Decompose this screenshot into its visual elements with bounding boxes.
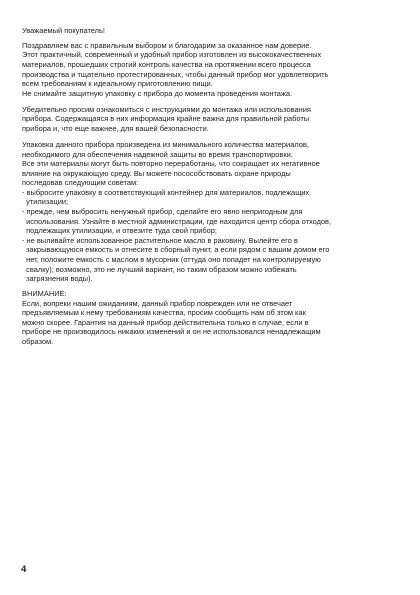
packaging-line: подлежащих утилизации, и отвезите туда свой прибор; [22, 226, 217, 236]
greeting: Уважаемый покупатель! [22, 26, 105, 35]
greeting-paragraph [22, 26, 402, 36]
intro-line: Поздравляем вас с правильным выбором и благодарим за оказанное нам доверие. [22, 40, 312, 50]
warning-line: можно скорее. Гарантия на данный прибор действительна только в случае, если в [22, 317, 309, 327]
intro-line: Не снимайте защитную упаковку с прибора до момента проведения монтажа. [22, 88, 293, 98]
page-content [22, 26, 402, 347]
packaging-line: закрывающуюся емкость и отнесите в сборный пункт, а если рядом с вашим домом его [22, 245, 330, 255]
intro-line: производства и тщательно протестированных, чтобы данный прибор мог удовлетворить [22, 69, 329, 79]
intro-line: всем требованиям к идеальному приготовлению пищи. [22, 79, 213, 89]
packaging-line: свалку); возможно, это не лучший вариант, но таким образом можно избежать [22, 264, 297, 274]
packaging-line: Все эти материалы могут быть повторно переработаны, что сокращает их негативное [22, 159, 320, 169]
packaging-line: - не выливайте использованное растительное масло в раковину. Вылейте его в [22, 235, 298, 245]
warning-line: предъявляемым к нему требованиям качества, просим сообщить нам об этом как [22, 308, 306, 318]
page-number: 4 [21, 564, 27, 575]
warning-heading: ВНИМАНИЕ: [22, 289, 67, 298]
intro-paragraph [22, 41, 402, 99]
warning-line: образом. [22, 336, 54, 346]
packaging-line: необходимого для обеспечения надежной защиты во время транспортировки. [22, 149, 293, 159]
warning-line: Если, вопреки нашим ожиданиям, данный прибор поврежден или не отвечает [22, 298, 293, 308]
packaging-line: влияние на окружающую среду. Вы можете посособствовать охране природы [22, 168, 291, 178]
packaging-line: Упаковка данного прибора произведена из минимального количества материалов, [22, 139, 309, 149]
packaging-paragraph [22, 140, 402, 284]
intro-line: Этот практичный, современный и удобный прибор изготовлен из высококачественных [22, 50, 322, 60]
packaging-line: - прежде, чем выбросить ненужный прибор, сделайте его явно непригодным для [22, 207, 303, 217]
instructions-line: прибора. Содержащаяся в них информация крайне важна для правильной работы [22, 114, 310, 124]
warning-line: приборе не производилось никаких изменений и он не использовался ненадлежащим [22, 327, 321, 337]
packaging-line: нет, положите емкость с маслом в мусорник (оттуда оно попадет на контролируемую [22, 255, 321, 265]
packaging-line: последовав следующим советам: [22, 178, 139, 188]
packaging-line: - выбросите упаковку в соответствующий контейнер для материалов, подлежащих [22, 187, 310, 197]
instructions-line: прибора и, что еще важнее, для вашей безопасности. [22, 123, 209, 133]
warning-paragraph [22, 289, 402, 347]
packaging-line: утилизации; [22, 197, 69, 207]
instructions-line: Убедительно просим ознакомиться с инструкциями до монтажа или использования [22, 104, 311, 114]
packaging-line: использования. Узнайте в местной администрации, где находится центр сбора отходов, [22, 216, 332, 226]
intro-line: материалов, прошедших строгий контроль качества на протяжении всего процесса [22, 59, 311, 69]
packaging-line: загрязнения воды). [22, 274, 93, 284]
instructions-paragraph [22, 105, 402, 134]
